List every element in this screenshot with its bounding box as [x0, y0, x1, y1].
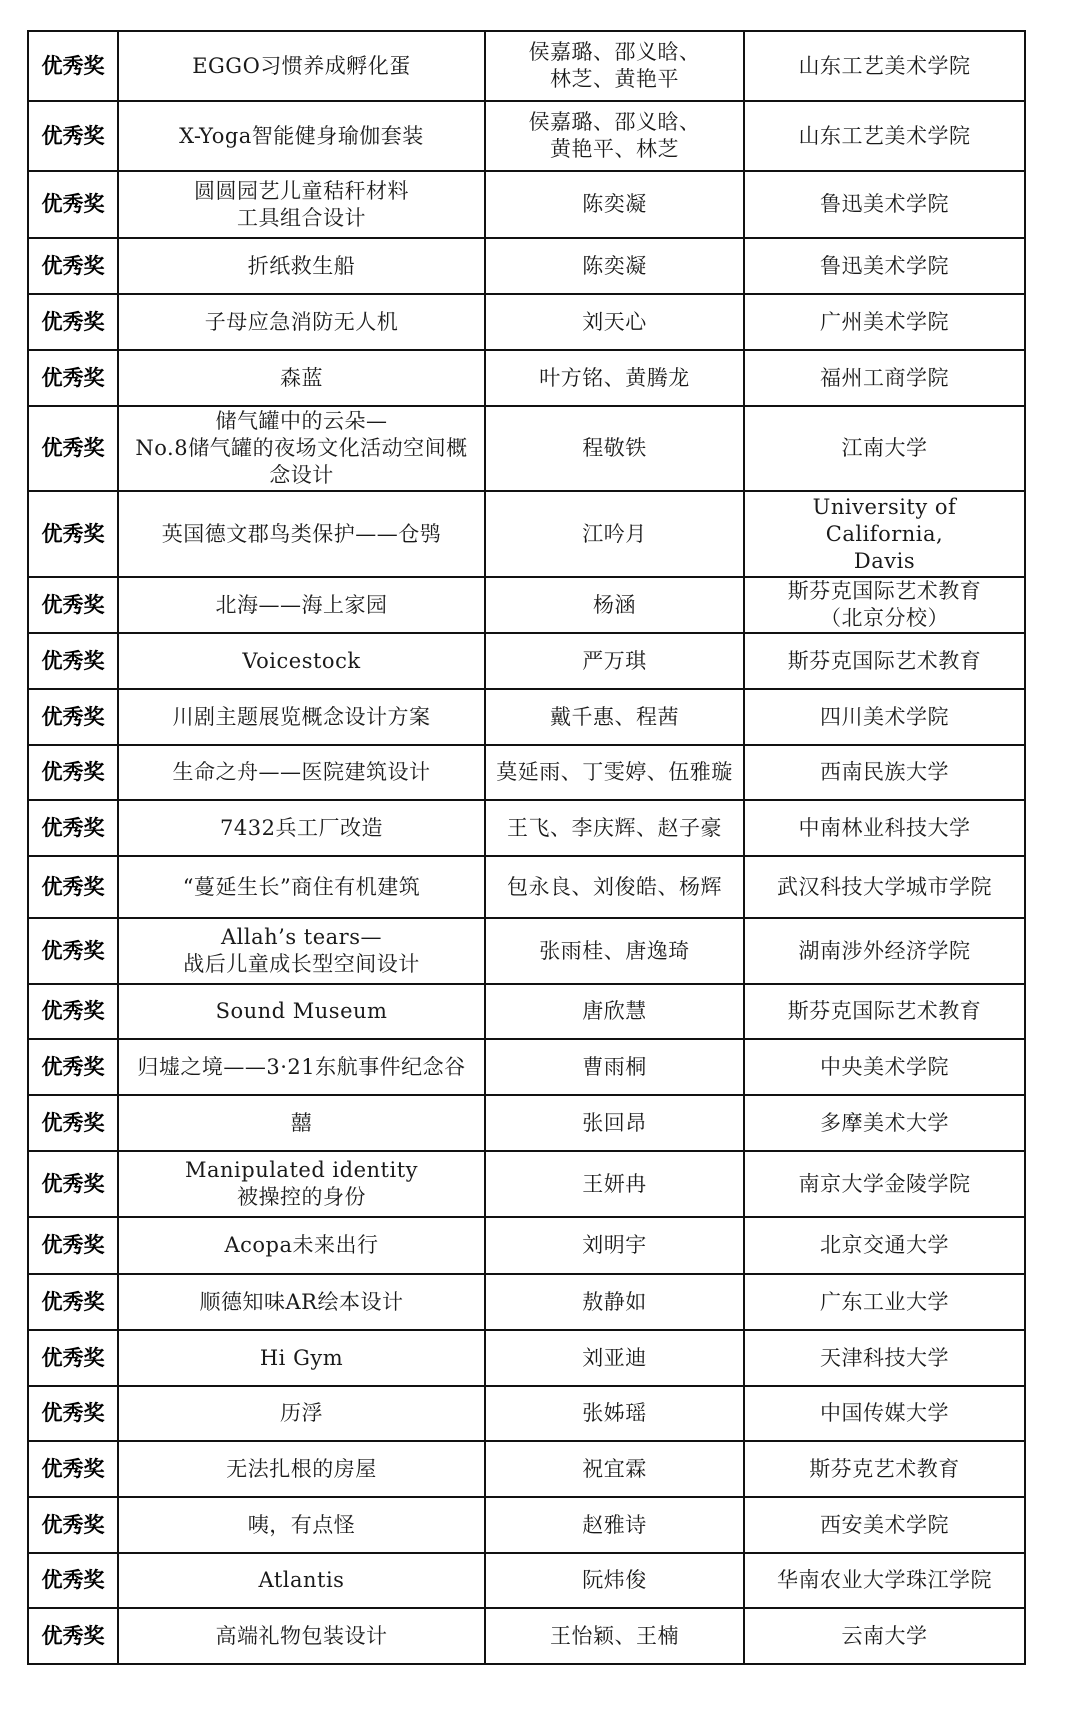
award-level-cell: 优秀奖 [28, 31, 118, 101]
table-row [28, 406, 1025, 491]
authors-cell: 赵雅诗 [485, 1497, 744, 1553]
award-level-cell: 优秀奖 [28, 800, 118, 856]
school-cell: 斯芬克国际艺术教育 （北京分校） [744, 577, 1025, 633]
school-cell: 福州工商学院 [744, 350, 1025, 406]
award-table-body [28, 31, 1025, 1664]
table-row [28, 633, 1025, 689]
school-cell: 斯芬克艺术教育 [744, 1441, 1025, 1497]
school-cell: 西安美术学院 [744, 1497, 1025, 1553]
table-row [28, 577, 1025, 633]
work-title-cell: 无法扎根的房屋 [118, 1441, 485, 1497]
award-level-cell: 优秀奖 [28, 491, 118, 577]
work-title-cell: 历浮 [118, 1386, 485, 1441]
table-row [28, 800, 1025, 856]
table-row [28, 1151, 1025, 1217]
school-cell: 武汉科技大学城市学院 [744, 856, 1025, 918]
work-title-cell: 储气罐中的云朵— No.8储气罐的夜场文化活动空间概 念设计 [118, 406, 485, 491]
table-row [28, 238, 1025, 294]
table-row [28, 856, 1025, 918]
work-title-cell: 子母应急消防无人机 [118, 294, 485, 350]
table-row [28, 1608, 1025, 1664]
authors-cell: 唐欣慧 [485, 984, 744, 1039]
award-level-cell: 优秀奖 [28, 1608, 118, 1664]
table-row [28, 1441, 1025, 1497]
award-level-cell: 优秀奖 [28, 1497, 118, 1553]
school-cell: 中南林业科技大学 [744, 800, 1025, 856]
work-title-cell: Atlantis [118, 1553, 485, 1608]
authors-cell: 叶方铭、黄腾龙 [485, 350, 744, 406]
school-cell: 江南大学 [744, 406, 1025, 491]
authors-cell: 陈奕凝 [485, 171, 744, 238]
award-level-cell: 优秀奖 [28, 238, 118, 294]
table-row [28, 101, 1025, 171]
authors-cell: 江吟月 [485, 491, 744, 577]
work-title-cell: 7432兵工厂改造 [118, 800, 485, 856]
award-level-cell: 优秀奖 [28, 856, 118, 918]
award-table [27, 30, 1026, 1665]
school-cell: 华南农业大学珠江学院 [744, 1553, 1025, 1608]
award-level-cell: 优秀奖 [28, 101, 118, 171]
award-level-cell: 优秀奖 [28, 1330, 118, 1386]
school-cell: 鲁迅美术学院 [744, 238, 1025, 294]
table-row [28, 1217, 1025, 1274]
work-title-cell: 顺德知味AR绘本设计 [118, 1274, 485, 1330]
award-level-cell: 优秀奖 [28, 1274, 118, 1330]
work-title-cell: 英国德文郡鸟类保护——仓鸮 [118, 491, 485, 577]
work-title-cell: Allah’s tears— 战后儿童成长型空间设计 [118, 918, 485, 984]
table-row [28, 984, 1025, 1039]
award-level-cell: 优秀奖 [28, 350, 118, 406]
award-level-cell: 优秀奖 [28, 171, 118, 238]
authors-cell: 包永良、刘俊皓、杨辉 [485, 856, 744, 918]
award-level-cell: 优秀奖 [28, 1386, 118, 1441]
award-level-cell: 优秀奖 [28, 633, 118, 689]
school-cell: 广东工业大学 [744, 1274, 1025, 1330]
authors-cell: 张回昂 [485, 1095, 744, 1151]
school-cell: 湖南涉外经济学院 [744, 918, 1025, 984]
school-cell: 天津科技大学 [744, 1330, 1025, 1386]
work-title-cell: 森蓝 [118, 350, 485, 406]
table-row [28, 1274, 1025, 1330]
work-title-cell: 圆圆园艺儿童秸秆材料 工具组合设计 [118, 171, 485, 238]
table-row [28, 1553, 1025, 1608]
work-title-cell: 囍 [118, 1095, 485, 1151]
work-title-cell: 川剧主题展览概念设计方案 [118, 689, 485, 745]
authors-cell: 杨涵 [485, 577, 744, 633]
authors-cell: 程敬铁 [485, 406, 744, 491]
school-cell: 广州美术学院 [744, 294, 1025, 350]
work-title-cell: 咦，有点怪 [118, 1497, 485, 1553]
award-level-cell: 优秀奖 [28, 1553, 118, 1608]
work-title-cell: Manipulated identity 被操控的身份 [118, 1151, 485, 1217]
work-title-cell: 归墟之境——3·21东航事件纪念谷 [118, 1039, 485, 1095]
authors-cell: 莫延雨、丁雯婷、伍雅璇 [485, 745, 744, 800]
school-cell: 中国传媒大学 [744, 1386, 1025, 1441]
award-level-cell: 优秀奖 [28, 1039, 118, 1095]
table-row [28, 745, 1025, 800]
school-cell: University of California, Davis [744, 491, 1025, 577]
authors-cell: 祝宜霖 [485, 1441, 744, 1497]
authors-cell: 敖静如 [485, 1274, 744, 1330]
work-title-cell: Voicestock [118, 633, 485, 689]
work-title-cell: 折纸救生船 [118, 238, 485, 294]
authors-cell: 刘亚迪 [485, 1330, 744, 1386]
authors-cell: 陈奕凝 [485, 238, 744, 294]
school-cell: 多摩美术大学 [744, 1095, 1025, 1151]
school-cell: 西南民族大学 [744, 745, 1025, 800]
work-title-cell: “蔓延生长”商住有机建筑 [118, 856, 485, 918]
table-row [28, 31, 1025, 101]
award-level-cell: 优秀奖 [28, 1095, 118, 1151]
table-row [28, 1330, 1025, 1386]
authors-cell: 阮炜俊 [485, 1553, 744, 1608]
work-title-cell: Hi Gym [118, 1330, 485, 1386]
award-level-cell: 优秀奖 [28, 577, 118, 633]
award-level-cell: 优秀奖 [28, 294, 118, 350]
work-title-cell: X-Yoga智能健身瑜伽套装 [118, 101, 485, 171]
authors-cell: 曹雨桐 [485, 1039, 744, 1095]
award-level-cell: 优秀奖 [28, 1441, 118, 1497]
award-level-cell: 优秀奖 [28, 745, 118, 800]
work-title-cell: EGGO习惯养成孵化蛋 [118, 31, 485, 101]
work-title-cell: Acopa未来出行 [118, 1217, 485, 1274]
school-cell: 四川美术学院 [744, 689, 1025, 745]
table-row [28, 689, 1025, 745]
work-title-cell: 北海——海上家园 [118, 577, 485, 633]
authors-cell: 王飞、李庆辉、赵子豪 [485, 800, 744, 856]
school-cell: 云南大学 [744, 1608, 1025, 1664]
table-row [28, 1497, 1025, 1553]
award-level-cell: 优秀奖 [28, 689, 118, 745]
table-row [28, 1095, 1025, 1151]
award-list-sheet [27, 30, 1024, 1665]
work-title-cell: 生命之舟——医院建筑设计 [118, 745, 485, 800]
award-level-cell: 优秀奖 [28, 406, 118, 491]
authors-cell: 王怡颖、王楠 [485, 1608, 744, 1664]
table-row [28, 1039, 1025, 1095]
school-cell: 中央美术学院 [744, 1039, 1025, 1095]
table-row [28, 350, 1025, 406]
award-level-cell: 优秀奖 [28, 918, 118, 984]
school-cell: 山东工艺美术学院 [744, 31, 1025, 101]
authors-cell: 王妍冉 [485, 1151, 744, 1217]
authors-cell: 侯嘉璐、邵义晗、 黄艳平、林芝 [485, 101, 744, 171]
table-row [28, 491, 1025, 577]
work-title-cell: Sound Museum [118, 984, 485, 1039]
table-row [28, 171, 1025, 238]
school-cell: 斯芬克国际艺术教育 [744, 633, 1025, 689]
school-cell: 北京交通大学 [744, 1217, 1025, 1274]
authors-cell: 张姊瑶 [485, 1386, 744, 1441]
work-title-cell: 高端礼物包装设计 [118, 1608, 485, 1664]
school-cell: 斯芬克国际艺术教育 [744, 984, 1025, 1039]
award-level-cell: 优秀奖 [28, 1151, 118, 1217]
authors-cell: 戴千惠、程茜 [485, 689, 744, 745]
school-cell: 南京大学金陵学院 [744, 1151, 1025, 1217]
school-cell: 鲁迅美术学院 [744, 171, 1025, 238]
award-level-cell: 优秀奖 [28, 1217, 118, 1274]
award-level-cell: 优秀奖 [28, 984, 118, 1039]
table-row [28, 918, 1025, 984]
authors-cell: 刘明宇 [485, 1217, 744, 1274]
school-cell: 山东工艺美术学院 [744, 101, 1025, 171]
authors-cell: 刘天心 [485, 294, 744, 350]
table-row [28, 1386, 1025, 1441]
authors-cell: 侯嘉璐、邵义晗、 林芝、黄艳平 [485, 31, 744, 101]
authors-cell: 张雨桂、唐逸琦 [485, 918, 744, 984]
table-row [28, 294, 1025, 350]
authors-cell: 严万琪 [485, 633, 744, 689]
